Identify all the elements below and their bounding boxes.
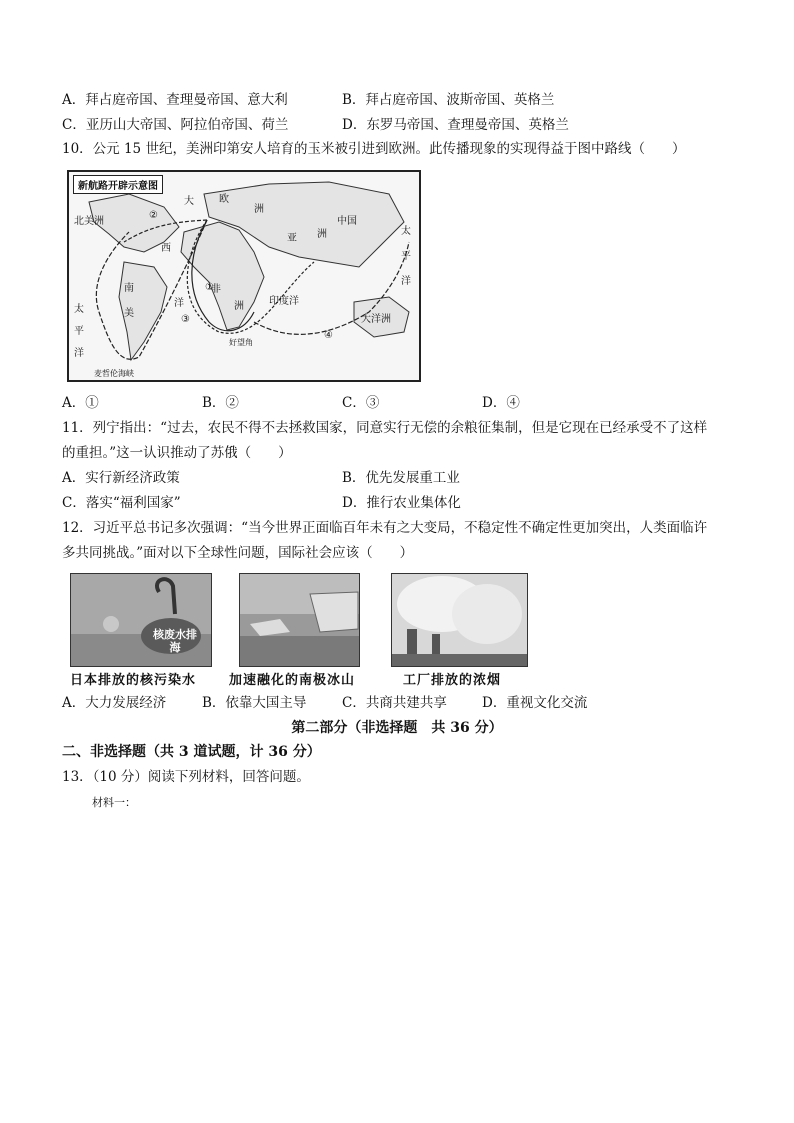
q11-option-d: D．推行农业集体化 bbox=[342, 495, 461, 511]
q11-stem-line2: 的重担。”这一认识推动了苏俄（ ） bbox=[62, 445, 292, 461]
new-routes-map bbox=[67, 170, 421, 382]
map-label-xi: 西 bbox=[161, 243, 171, 254]
map-label-route-2: ② bbox=[149, 210, 158, 221]
caption-antarctic-ice: 加速融化的南极冰山 bbox=[229, 673, 356, 688]
map-label-pacific-yang: 洋 bbox=[401, 276, 411, 287]
q12-option-d: D．重视文化交流 bbox=[482, 695, 588, 711]
map-label-africa-fei: 非 bbox=[211, 284, 221, 295]
q12-option-a: A．大力发展经济 bbox=[62, 695, 167, 711]
q9-option-d: D．东罗马帝国、查理曼帝国、英格兰 bbox=[342, 117, 569, 133]
photo-antarctic-ice bbox=[239, 573, 360, 667]
map-label-china: 中国 bbox=[337, 216, 357, 227]
map-label-west-ping: 平 bbox=[74, 326, 84, 337]
map-label-route-3: ③ bbox=[181, 314, 190, 325]
map-drawing bbox=[69, 172, 419, 380]
photo-nuclear-wastewater bbox=[70, 573, 212, 667]
q13-stem: 13．（10 分）阅读下列材料，回答问题。 bbox=[62, 769, 310, 785]
q9-option-a: A．拜占庭帝国、查理曼帝国、意大利 bbox=[62, 92, 288, 108]
q12-stem-line1: 12．习近平总书记多次强调：“当今世界正面临百年未有之大变局，不稳定性不确定性更加突出，人类面临许 bbox=[62, 520, 708, 536]
map-label-magellan: 麦哲伦海峡 bbox=[94, 369, 134, 378]
photo-ice-drawing bbox=[240, 574, 359, 666]
map-label-west-tai: 太 bbox=[74, 304, 84, 315]
q10-option-c: C．③ bbox=[342, 395, 380, 411]
map-label-cape: 好望角 bbox=[229, 338, 253, 347]
map-label-south-america-mei: 美 bbox=[124, 308, 134, 319]
q11-option-b: B．优先发展重工业 bbox=[342, 470, 460, 486]
q11-option-a: A．实行新经济政策 bbox=[62, 470, 180, 486]
map-label-asia-ya: 亚 bbox=[287, 233, 297, 244]
q11-option-c: C．落实“福利国家” bbox=[62, 495, 181, 511]
q9-option-c: C．亚历山大帝国、阿拉伯帝国、荷兰 bbox=[62, 117, 289, 133]
map-label-route-4: ④ bbox=[324, 330, 333, 341]
map-label-pacific-ping: 平 bbox=[401, 251, 411, 262]
q10-stem: 10．公元 15 世纪，美洲印第安人培育的玉米被引进到欧洲。此传播现象的实现得益于图中路线（ ） bbox=[62, 141, 686, 157]
map-label-atlantic-yang: 洋 bbox=[174, 298, 184, 309]
section2-title: 二、非选择题（共 3 道试题，计 36 分） bbox=[62, 744, 321, 760]
map-label-africa-zhou: 洲 bbox=[234, 301, 244, 312]
map-label-route-1: ① bbox=[205, 282, 214, 293]
part2-title: 第二部分（非选择题 共 36 分） bbox=[291, 720, 503, 736]
caption-factory-smoke: 工厂排放的浓烟 bbox=[403, 673, 502, 688]
map-title: 新航路开辟示意图 bbox=[73, 175, 163, 194]
photo-nuclear-text: 核废水排海 bbox=[153, 628, 197, 654]
photo-factory-smoke bbox=[391, 573, 528, 667]
q10-option-a: A．① bbox=[62, 395, 99, 411]
q12-option-c: C．共商共建共享 bbox=[342, 695, 447, 711]
map-label-oceania: 大洋洲 bbox=[361, 314, 391, 325]
map-label-europe-da: 大 bbox=[184, 196, 194, 207]
map-label-west-yang: 洋 bbox=[74, 348, 84, 359]
map-label-south-america-nan: 南 bbox=[124, 283, 134, 294]
map-label-pacific-tai: 太 bbox=[401, 226, 411, 237]
map-label-indian-ocean: 印度洋 bbox=[269, 296, 299, 307]
q9-option-b: B．拜占庭帝国、波斯帝国、英格兰 bbox=[342, 92, 555, 108]
map-label-north-america: 北美洲 bbox=[74, 216, 104, 227]
material1-label: 材料一： bbox=[92, 796, 136, 809]
q11-stem-line1: 11．列宁指出：“过去，农民不得不去拯救国家，同意实行无偿的余粮征集制，但是它现在已经承受不了这样 bbox=[62, 420, 708, 436]
map-label-europe-ou: 欧 bbox=[219, 194, 229, 205]
q12-stem-line2: 多共同挑战。”面对以下全球性问题，国际社会应该（ ） bbox=[62, 545, 414, 561]
q12-option-b: B．依靠大国主导 bbox=[202, 695, 307, 711]
caption-nuclear-wastewater: 日本排放的核污染水 bbox=[70, 673, 197, 688]
map-label-asia-zhou: 洲 bbox=[317, 229, 327, 240]
q10-option-b: B．② bbox=[202, 395, 239, 411]
map-label-europe-zhou: 洲 bbox=[254, 204, 264, 215]
photo-smoke-drawing bbox=[392, 574, 527, 666]
q10-option-d: D．④ bbox=[482, 395, 520, 411]
